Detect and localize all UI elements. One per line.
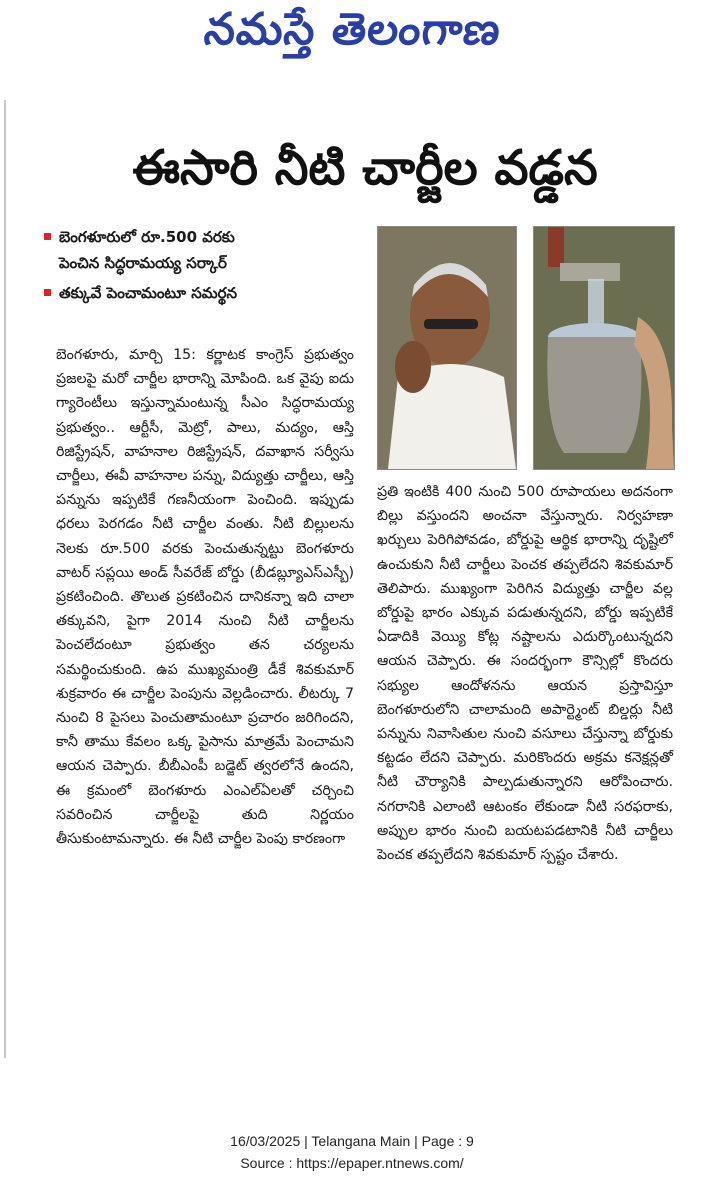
bullet-text-line: తక్కువే పెంచామంటూ సమర్థన	[59, 284, 238, 302]
water-pot-tap-photo	[533, 226, 675, 470]
bullet-square-icon	[44, 289, 51, 296]
bullet-text-line: బెంగళూరులో రూ.500 వరకు	[59, 228, 235, 246]
portrait-illustration-icon	[378, 227, 516, 469]
article-column-1	[56, 343, 354, 851]
subheadline-bullets	[44, 224, 374, 310]
article-paragraph: బెంగళూరు, మార్చి 15: కర్ణాటక కాంగ్రెస్ ప్రభుత్వం ప్రజలపై మరో చార్జీల భారాన్ని మోపింది. ఒక వైపు ఐదు గ్యారెంటీలు ఇస్తున్నామంటున్న సీఎం సిద్ధరామయ్య ప్రభుత్వం.. ఆర్టీసీ, మెట్రో, పాలు, మద్యం, ఆస్తి రిజిస్ట్రేషన్, వాహనాల రిజిస్ట్రేషన్, దవాఖాన సర్వీసు చార్జీలు, ఈవీ వాహనాల పన్ను, విద్యుత్తు చార్జీలు, ఆస్తి పన్నును ఇప్పటికే గణనీయంగా పెంచింది. ఇప్పుడు ధరలు పెరగడం నీటి చార్జీల వంతు. నీటి బిల్లులను నెలకు రూ.500 వరకు పెంచుతున్నట్టు బెంగళూరు వాటర్ సప్లయి అండ్ సీవరేజ్ బోర్డు (బీడబ్ల్యూఎస్ఎస్బీ) ప్రకటించింది. తొలుత ప్రకటించిన దానికన్నా ఇది చాలా తక్కువని, పైగా 2014 నుంచి నీటి చార్జీలను పెంచలేదంటూ ప్రభుత్వం తన చర్యలను సమర్థించుకుంది. ఉప ముఖ్యమంత్రి డీకే శివకుమార్ శుక్రవారం ఈ చార్జీల పెంపును వెల్లడించారు. లీటర్కు 7 నుంచి 8 పైసలు పెంచుతామంటూ ప్రచారం జరిగిందని, కానీ తాము కేవలం ఒక్క పైసాను మాత్రమే పెంచామని ఆయన చెప్పారు. బీబీఎంపీ బడ్జెట్ త్వరలోనే ఉందని, ఈ క్రమంలో బెంగళూరు ఎంఎల్ఏలతో చర్చించి సవరించిన చార్జీలపై తుది నిర్ణయం తీసుకుంటామన్నారు. ఈ నీటి చార్జీల పెంపు కారణంగా	[56, 347, 354, 848]
masthead	[0, 4, 704, 66]
footer-source-link[interactable]: Source : https://epaper.ntnews.com/	[240, 1155, 464, 1171]
left-margin-rule	[4, 100, 6, 1058]
page-footer	[0, 1130, 704, 1174]
article-paragraph: ప్రతి ఇంటికి 400 నుంచి 500 రూపాయలు అదనంగా బిల్లు వస్తుందని అంచనా వేస్తున్నారు. నిర్వహణా ఖర్చులు పెరిగిపోవడం, బోర్డుపై ఆర్థిక భారాన్ని దృష్టిలో ఉంచుకుని నీటి చార్జీలు పెంచక తప్పలేదని శివకుమార్ తెలిపారు. ముఖ్యంగా పెరిగిన విద్యుత్తు చార్జీల వల్ల బోర్డుపై భారం ఎక్కువ పడుతున్నదని, బోర్డు ఇప్పటికే ఏడాదికి వెయ్యి కోట్ల నష్టాలను ఎదుర్కొంటున్నదని ఆయన చెప్పారు. ఈ సందర్భంగా కౌన్సిల్లో కొందరు సభ్యుల ఆందోళనను ఆయన ప్రస్తావిస్తూ బెంగళూరులోని చాలామంది అపార్ట్మెంట్ బిల్డర్లు నీటి పన్నును నివాసితుల నుంచి వసూలు చేస్తున్నా బోర్డుకు కట్టడం లేదని చెప్పారు. మరికొందరు అక్రమ కనెక్షన్లతో నీటి చౌర్యానికి పాల్పడుతున్నారని ఆరోపించారు. నగరానికి ఎలాంటి ఆటంకం లేకుండా నీటి సరఫరాకు, అప్పుల భారం నుంచి బయటపడటానికి నీటి చార్జీలు పెంచక తప్పలేదని శివకుమార్ స్పష్టం చేశారు.	[377, 484, 673, 864]
article-headline: ఈసారి నీటి చార్జీల వడ్డన	[132, 140, 598, 196]
bullet-square-icon	[44, 233, 51, 240]
newspaper-title: నమస్తే తెలంగాణ	[201, 4, 504, 55]
water-pot-illustration-icon	[534, 227, 674, 469]
footer-date-edition: 16/03/2025 | Telangana Main | Page : 9	[230, 1133, 474, 1149]
siddaramaiah-photo	[377, 226, 517, 470]
bullet-text-line: పెంచిన సిద్ధరామయ్య సర్కార్	[59, 254, 227, 272]
article-column-2	[377, 480, 673, 867]
bullet-item	[44, 280, 374, 306]
bullet-item	[44, 224, 374, 276]
